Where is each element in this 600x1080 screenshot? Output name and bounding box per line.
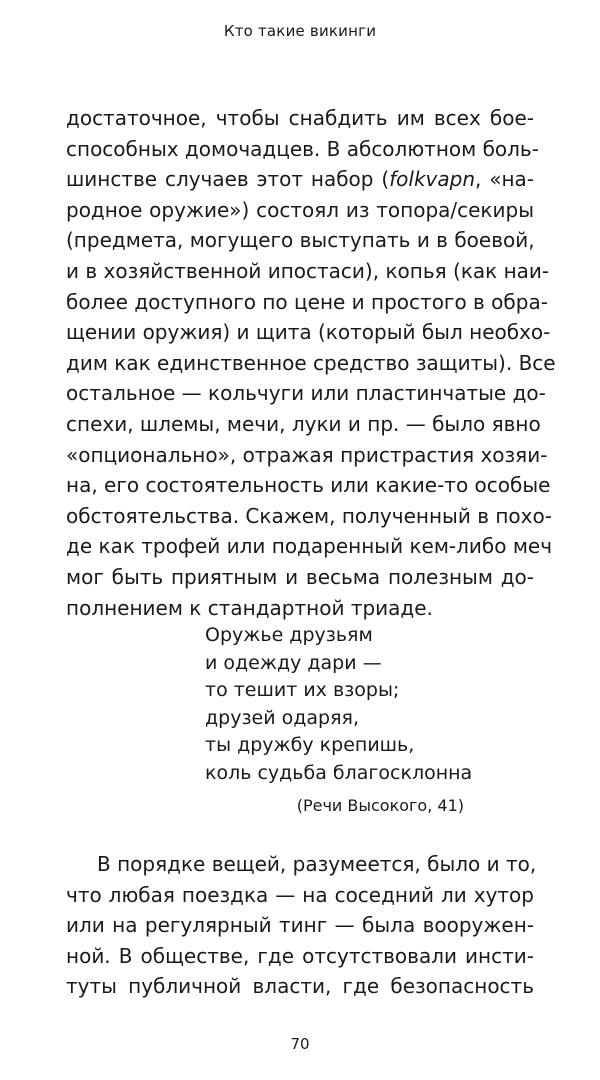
italic-term: folkvapn xyxy=(389,167,476,192)
poem-line: Оружье друзьям xyxy=(205,624,373,646)
poem-line: то тешит их взоры; xyxy=(205,679,400,702)
text-line-with-term xyxy=(66,164,534,195)
poem-epigraph xyxy=(205,622,472,788)
text-line: или на регулярный тинг — была вооружен- xyxy=(66,913,534,938)
running-head: Кто такие викинги xyxy=(223,22,377,40)
text-line: ной. В обществе, где отсутствовали инсти- xyxy=(66,943,534,968)
text-line: «опционально», отражая пристрастия хозяи- xyxy=(66,442,548,467)
poem-source: (Речи Высокого, 41) xyxy=(296,796,464,815)
paragraph-1 xyxy=(66,103,556,623)
poem-line: и одежду дари — xyxy=(205,651,382,674)
text-fragment: шинстве случаев этот набор ( xyxy=(66,167,390,192)
poem-line: коль судьба благосклонна xyxy=(205,761,473,784)
text-line: спехи, шлемы, мечи, луки и пр. — было явно xyxy=(66,411,541,436)
text-line: способных домочадцев. В абсолютном боль- xyxy=(66,136,539,161)
text-line: что любая поездка — на соседний ли хутор xyxy=(66,882,534,907)
text-line: достаточное, чтобы снабдить им всех бое- xyxy=(66,106,534,130)
text-line: мог быть приятным и весьма полезным до- xyxy=(66,564,534,589)
text-line: более доступного по цене и простого в обра- xyxy=(66,289,548,314)
text-line: и в хозяйственной ипостаси), копья (как наи- xyxy=(66,258,550,283)
text-line: щении оружия) и щита (который был необхо- xyxy=(66,320,551,345)
text-line: дим как единственное средство защиты). Все xyxy=(66,350,556,375)
text-fragment: , «на- xyxy=(475,167,534,192)
text-line: обстоятельства. Скажем, полученный в похо- xyxy=(66,503,552,528)
text-line: полнением к стандартной триаде. xyxy=(66,595,433,620)
poem-line: друзей одаряя, xyxy=(205,706,359,729)
text-line: де как трофей или подаренный кем-либо меч xyxy=(66,534,553,559)
text-line: В порядке вещей, разумеется, было и то, xyxy=(97,852,537,876)
text-line: на, его состоятельность или какие-то особые xyxy=(66,473,551,498)
text-line: (предмета, могущего выступать и в боевой, xyxy=(66,228,535,253)
text-line: туты публичной власти, где безопасность xyxy=(66,974,534,999)
text-line: остальное — кольчуги или пластинчатые до- xyxy=(66,381,546,406)
text-line: родное оружие») состоял из топора/секиры xyxy=(66,197,534,222)
page-number: 70 xyxy=(290,1035,310,1053)
paragraph-2 xyxy=(66,849,537,1002)
poem-line: ты дружбу крепишь, xyxy=(205,734,415,757)
